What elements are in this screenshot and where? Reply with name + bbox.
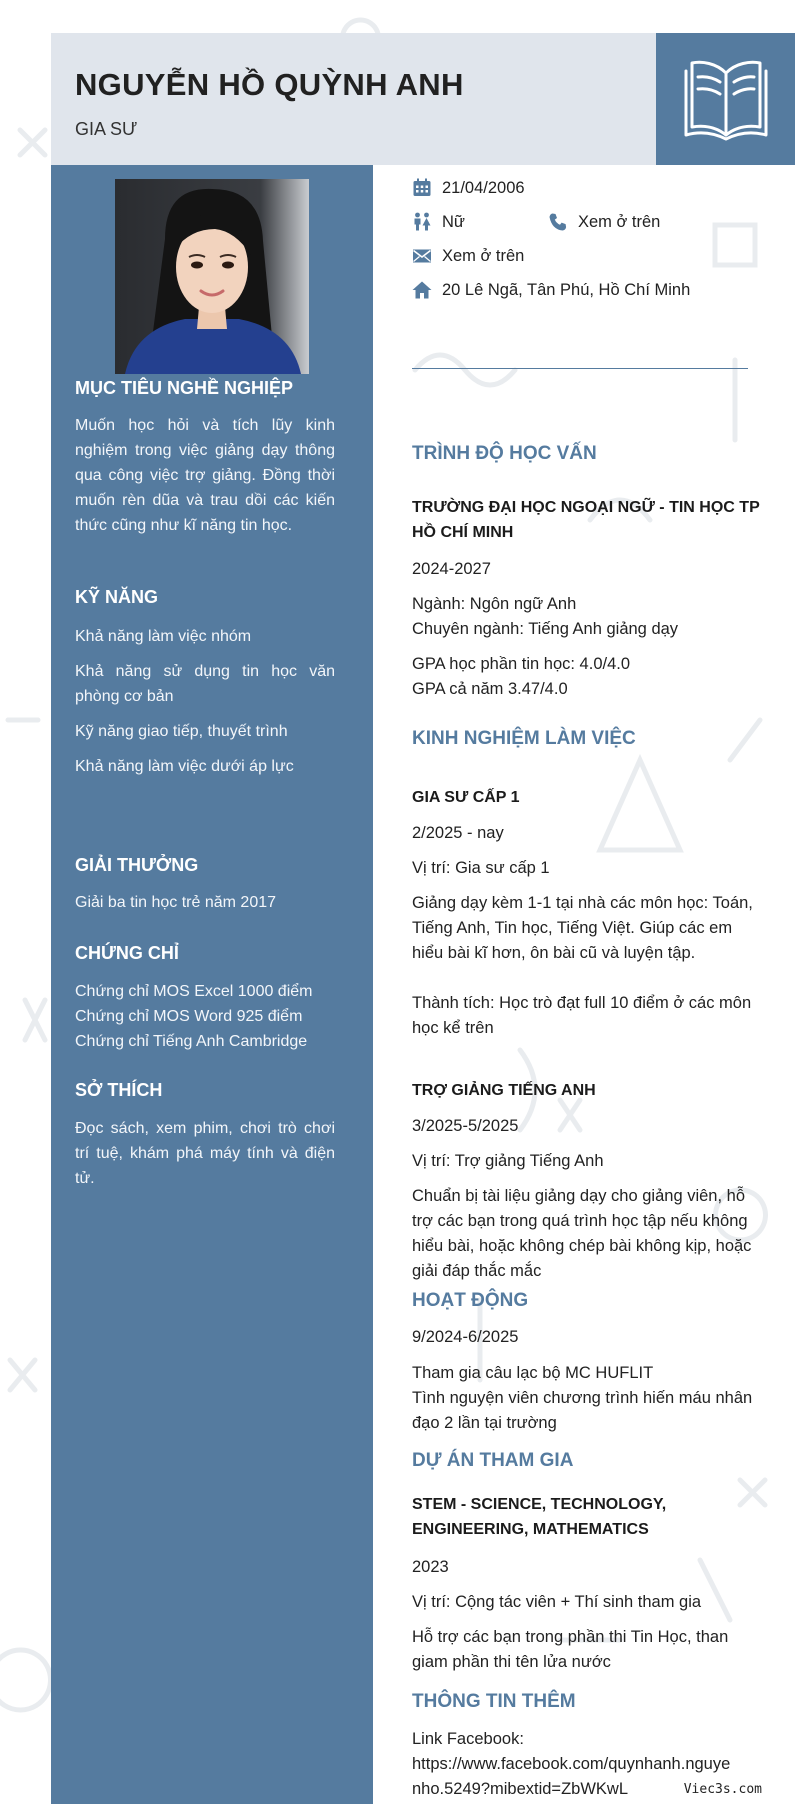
activities-period: 9/2024-6/2025 <box>412 1328 519 1346</box>
facebook-link[interactable]: https://www.facebook.com/quynhanh.nguye <box>412 1755 731 1773</box>
certificate-item: Chứng chỉ MOS Word 925 điểm <box>75 1008 303 1025</box>
awards-heading: GIẢI THƯỞNG <box>75 855 199 875</box>
contact-email <box>412 246 524 266</box>
job-position-2: Vị trí: Trợ giảng Tiếng Anh <box>412 1152 604 1170</box>
contact-gender <box>412 212 465 232</box>
header-icon-box <box>656 33 795 165</box>
job-title-1: GIA SƯ CẤP 1 <box>412 789 520 806</box>
skills-heading: KỸ NĂNG <box>75 587 159 607</box>
objective-section <box>75 378 335 538</box>
job-achievement-1: Thành tích: Học trò đạt full 10 điểm ở các môn học kể trên <box>412 994 752 1037</box>
skill-item: Kỹ năng giao tiếp, thuyết trình <box>75 723 288 740</box>
section-divider <box>412 368 748 369</box>
phone-icon <box>548 212 568 232</box>
project-description: Hỗ trợ các bạn trong phần thi Tin Học, than giam phần thi tên lửa nước <box>412 1628 729 1671</box>
award-item: Giải ba tin học trẻ năm 2017 <box>75 894 277 911</box>
certificates-section <box>75 943 335 1054</box>
education-gpa-year: GPA cả năm 3.47/4.0 <box>412 680 568 698</box>
job-period-2: 3/2025-5/2025 <box>412 1117 519 1135</box>
objective-heading: MỤC TIÊU NGHỀ NGHIỆP <box>75 378 294 398</box>
contact-phone <box>548 212 660 232</box>
contact-address <box>412 280 690 300</box>
education-heading: TRÌNH ĐỘ HỌC VẤN <box>412 443 597 464</box>
job-title-2: TRỢ GIẢNG TIẾNG ANH <box>412 1082 596 1099</box>
skill-item: Khả năng sử dụng tin học văn phòng cơ bản <box>75 663 335 705</box>
hobbies-heading: SỞ THÍCH <box>75 1080 163 1100</box>
activities-heading: HOẠT ĐỘNG <box>412 1290 529 1311</box>
hobbies-section <box>75 1080 335 1191</box>
certificate-item: Chứng chỉ MOS Excel 1000 điểm <box>75 983 313 1000</box>
avatar-photo <box>115 179 309 374</box>
job-title: GIA SƯ <box>75 119 138 139</box>
contact-dob <box>412 178 525 198</box>
activities-line-1: Tham gia câu lạc bộ MC HUFLIT <box>412 1364 654 1382</box>
education-specialization: Chuyên ngành: Tiếng Anh giảng dạy <box>412 620 679 638</box>
address-value: 20 Lê Ngã, Tân Phú, Hồ Chí Minh <box>442 280 691 299</box>
calendar-icon <box>412 178 432 198</box>
phone-value: Xem ở trên <box>578 212 661 231</box>
job-description-2: Chuẩn bị tài liệu giảng dạy cho giảng viên, hỗ trợ các bạn trong quá trình học tập nếu không hiểu bài, hoặc không chép bài không kịp, hoặc giải đáp thắc mắc <box>412 1187 752 1280</box>
candidate-name: NGUYỄN HỒ QUỲNH ANH <box>75 67 464 102</box>
email-icon <box>412 246 432 266</box>
projects-heading: DỰ ÁN THAM GIA <box>412 1450 574 1471</box>
education-gpa-it: GPA học phần tin học: 4.0/4.0 <box>412 655 631 673</box>
activities-line-2: Tình nguyện viên chương trình hiến máu nhân đạo 2 lần tại trường <box>412 1389 753 1432</box>
education-period: 2024-2027 <box>412 560 491 578</box>
job-position-1: Vị trí: Gia sư cấp 1 <box>412 859 550 877</box>
cv-header <box>51 33 795 165</box>
education-major: Ngành: Ngôn ngữ Anh <box>412 595 577 613</box>
hobbies-text: Đọc sách, xem phim, chơi trò chơi trí tuệ, khám phá máy tính và điện tử. <box>75 1120 335 1187</box>
skill-item: Khả năng làm việc nhóm <box>75 628 252 645</box>
certificates-heading: CHỨNG CHỈ <box>75 943 179 963</box>
certificate-item: Chứng chỉ Tiếng Anh Cambridge <box>75 1033 308 1050</box>
experience-heading: KINH NGHIỆM LÀM VIỆC <box>412 728 636 749</box>
open-book-icon <box>678 51 774 147</box>
dob-value: 21/04/2006 <box>442 178 525 197</box>
gender-icon <box>412 212 432 232</box>
awards-section <box>75 855 335 915</box>
gender-value: Nữ <box>442 212 465 231</box>
skills-section <box>75 587 335 789</box>
avatar <box>115 179 309 374</box>
home-icon <box>412 280 432 300</box>
skill-item: Khả năng làm việc dưới áp lực <box>75 758 294 775</box>
education-school: TRƯỜNG ĐẠI HỌC NGOẠI NGỮ - TIN HỌC TP HỒ CHÍ MINH <box>412 499 760 541</box>
footer-brand: Viec3s.com <box>683 1782 762 1797</box>
project-year: 2023 <box>412 1558 449 1576</box>
email-value: Xem ở trên <box>442 246 525 265</box>
facebook-link-continued[interactable]: nho.5249?mibextid=ZbWKwL <box>412 1780 628 1798</box>
additional-heading: THÔNG TIN THÊM <box>412 1691 576 1712</box>
sidebar <box>51 165 373 1804</box>
objective-text: Muốn học hỏi và tích lũy kinh nghiệm trong việc giảng dạy thông qua công việc trợ giảng. Đồng thời muốn rèn dũa và trau dồi các kiến thức cũng như kĩ năng tin học. <box>75 417 335 534</box>
facebook-label: Link Facebook: <box>412 1730 524 1748</box>
project-title: STEM - SCIENCE, TECHNOLOGY, ENGINEERING, MATHEMATICS <box>412 1496 667 1538</box>
job-period-1: 2/2025 - nay <box>412 824 504 842</box>
job-description-1: Giảng dạy kèm 1-1 tại nhà các môn học: Toán, Tiếng Anh, Tin học, Tiếng Việt. Giúp các em hiểu bài kĩ hơn, ôn bài cũ và luyện tập. <box>412 894 753 962</box>
project-position: Vị trí: Cộng tác viên + Thí sinh tham gia <box>412 1593 702 1611</box>
